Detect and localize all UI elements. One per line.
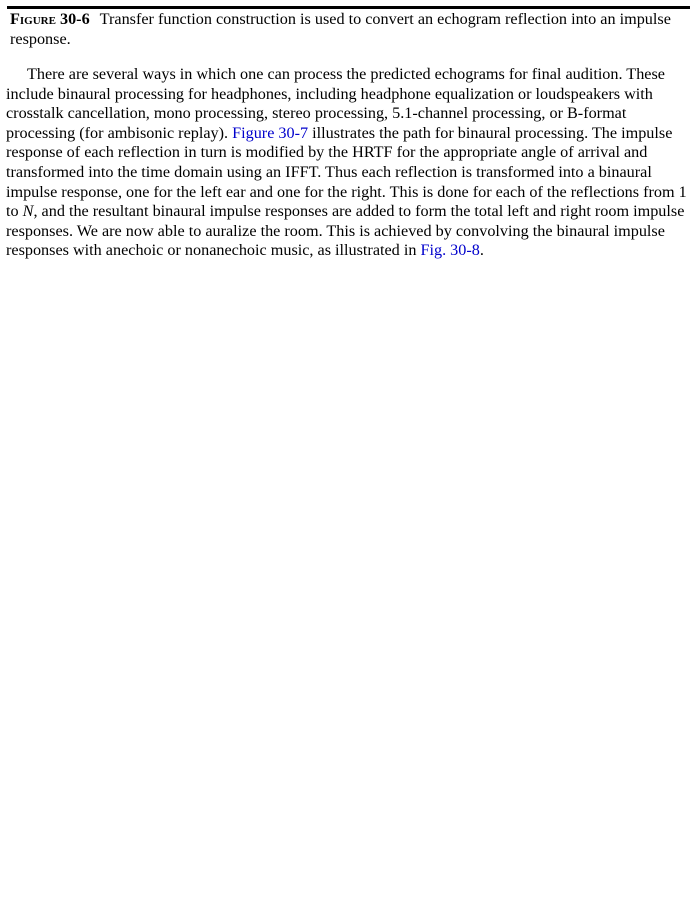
figure-caption-label: Figure 30-6 [10,10,90,28]
figure-30-8-link[interactable]: Fig. 30-8 [420,241,480,260]
variable-n: N [22,202,34,221]
paragraph-text-3: , and the resultant binaural impulse responses are added to form the total left and right room impulse responses. We are now able to auralize the room. This is achieved by convolving the binaural impulse responses with anechoic or nonanechoic music, as illustrated in [6,202,685,260]
figure-30-7-link[interactable]: Figure 30-7 [232,123,309,142]
paragraph-text-2: illustrates the path for binaural processing. The impulse response of each reflection in turn is modified by the HRTF for the appropriate angle of arrival and transformed into the time domain using an IFFT. Thus each reflection is transformed into a binaural impulse response, one for the left ear and one for the right. This is done for each of the reflections from 1 to [6,123,687,221]
paragraph-text-1: There are several ways in which one can process the predicted echograms for final audition. These include binaural processing for headphones, including headphone equalization or loudspeakers with crosstalk cancellation, mono processing, stereo processing, 5.1-channel processing, or B-format processing (for ambisonic replay). [6,65,665,142]
body-paragraph [6,65,692,261]
figure-caption [10,9,680,49]
figure-caption-text: Transfer function construction is used to convert an echogram reflection into an impulse response. [10,10,671,48]
paragraph-text-4: . [479,241,484,260]
